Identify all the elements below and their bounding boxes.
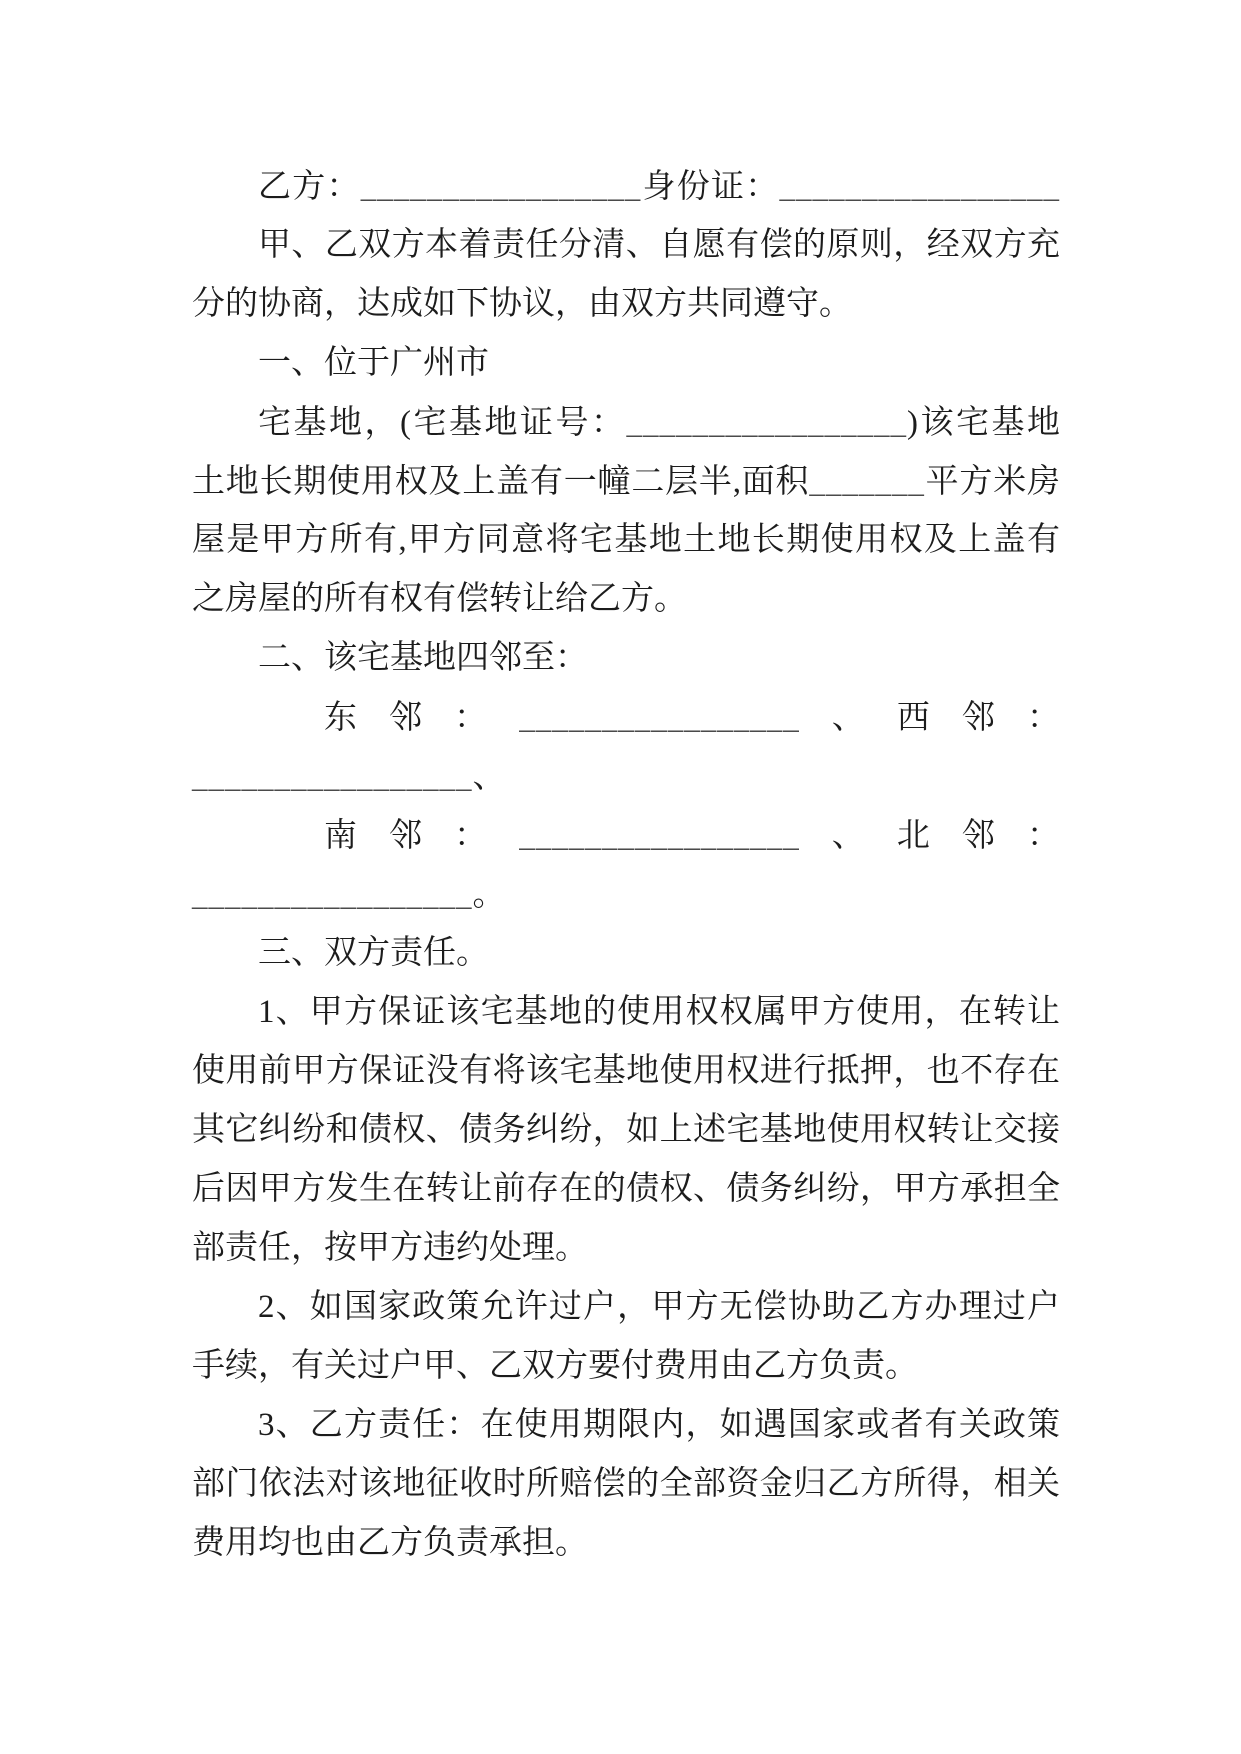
west-label-char: 邻	[961, 700, 995, 736]
area-blank: _______	[809, 464, 925, 499]
north-label-char: ：	[1026, 818, 1060, 854]
south-label-char: ：	[454, 818, 488, 854]
id-card-label: 身份证：	[641, 169, 780, 205]
text-line: 其它纠纷和债权、债务纠纷，如上述宅基地使用权转让交接	[192, 1112, 1060, 1148]
west-blank-line	[192, 747, 1060, 806]
north-blank: _________________	[192, 877, 473, 912]
text-line: 屋是甲方所有,甲方同意将宅基地土地长期使用权及上盖有	[192, 522, 1060, 558]
section-3-heading: 三、双方责任。	[258, 935, 489, 971]
area-text-after: 平方米房	[924, 464, 1061, 500]
clause-2	[192, 1278, 1060, 1396]
text-line: 分的协商，达成如下协议，由双方共同遵守。	[192, 286, 852, 322]
south-label-char: 邻	[389, 818, 423, 854]
certificate-line	[192, 393, 1060, 452]
text-line: 部门依法对该地征收时所赔偿的全部资金归乙方所得，相关	[192, 1466, 1060, 1502]
id-card-blank: _________________	[779, 169, 1060, 204]
text-line: 部责任，按甲方违约处理。	[192, 1230, 588, 1266]
north-label-char: 北	[896, 818, 930, 854]
party-b-label: 乙方：	[258, 169, 361, 205]
area-line	[192, 452, 1060, 511]
section-1	[192, 334, 1060, 629]
section-2-heading: 二、该宅基地四邻至：	[258, 640, 588, 676]
text-line: 之房屋的所有权有偿转让给乙方。	[192, 581, 687, 617]
section-2	[192, 629, 1060, 924]
text-line: 甲、乙双方本着责任分清、自愿有偿的原则，经双方充	[258, 227, 1060, 263]
clause-1	[192, 983, 1060, 1278]
text-line: 2、如国家政策允许过户，甲方无偿协助乙方办理过户	[258, 1289, 1060, 1325]
east-label-char: 东	[324, 700, 357, 736]
certificate-number-blank: _________________	[626, 405, 907, 440]
contract-body	[192, 157, 1060, 1573]
separator: 、	[831, 818, 865, 854]
area-text-before: 土地长期使用权及上盖有一幢二层半,面积	[192, 464, 810, 500]
separator: 、	[831, 700, 865, 736]
text-line: 1、甲方保证该宅基地的使用权权属甲方使用，在转让	[258, 994, 1060, 1030]
separator: 、	[472, 759, 506, 795]
east-label-char: ：	[454, 700, 488, 736]
text-line: 手续，有关过户甲、乙双方要付费用由乙方负责。	[192, 1348, 918, 1384]
clause-3	[192, 1396, 1060, 1573]
text-line: 费用均也由乙方负责承担。	[192, 1525, 588, 1561]
south-blank: _________________	[519, 818, 800, 853]
text-line: 后因甲方发生在转让前存在的债权、债务纠纷，甲方承担全	[192, 1171, 1060, 1207]
section-1-heading: 一、位于广州市	[258, 345, 489, 381]
east-label-char: 邻	[389, 700, 423, 736]
preamble-paragraph	[192, 216, 1060, 334]
certificate-text-after: )该宅基地	[907, 405, 1060, 441]
east-west-line	[192, 688, 1060, 747]
period: 。	[472, 877, 506, 913]
east-blank: _________________	[519, 700, 800, 735]
text-line: 使用前甲方保证没有将该宅基地使用权进行抵押，也不存在	[192, 1053, 1060, 1089]
section-3	[192, 924, 1060, 1573]
party-b-line	[192, 157, 1060, 216]
north-blank-line	[192, 865, 1060, 924]
text-line: 3、乙方责任：在使用期限内，如遇国家或者有关政策	[258, 1407, 1060, 1443]
west-label-char: 西	[896, 700, 930, 736]
west-blank: _________________	[192, 759, 473, 794]
certificate-text-before: 宅基地，(宅基地证号：	[258, 405, 627, 441]
south-label-char: 南	[324, 818, 357, 854]
west-label-char: ：	[1026, 700, 1060, 736]
north-label-char: 邻	[961, 818, 995, 854]
party-b-name-blank: _________________	[360, 169, 642, 204]
south-north-line	[192, 806, 1060, 865]
